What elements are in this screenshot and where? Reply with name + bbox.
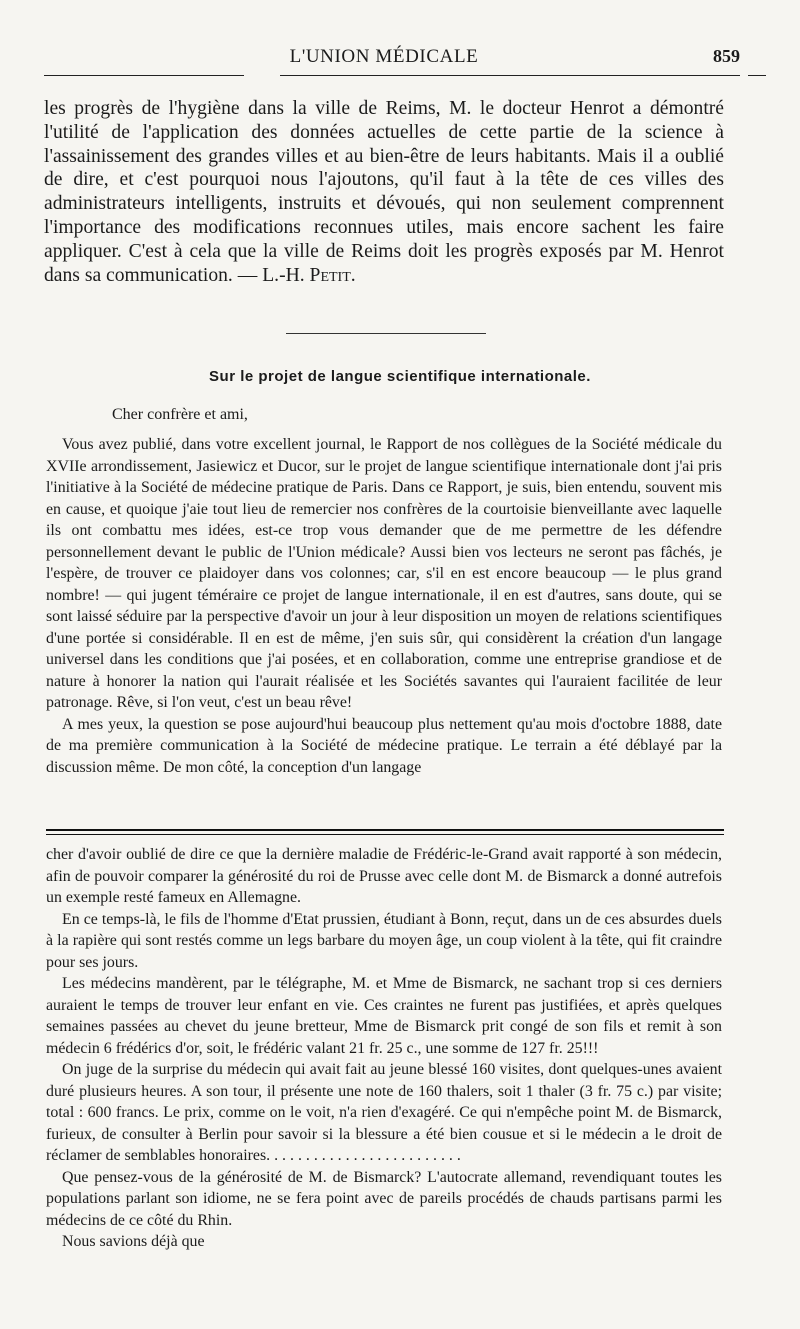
signature: L.-H. Petit. [262, 264, 356, 286]
header-rule [748, 75, 766, 76]
footnote-separator [46, 834, 724, 835]
article-paragraph: Vous avez publié, dans votre excellent journal, le Rapport de nos collègues de la Société médicale du XVIIe arrondissement, Jasiewicz et Ducor, sur le projet de langue scientifique internationale dont j'ai pris l'initiative à la Société de médecine pratique de Paris. Dans ce Rapport, je suis, bien entendu, souvent mis en cause, et quoique j'aie tout lieu de remercier nos confrères de la courtoisie bienveillante avec laquelle ils ont combattu mes idées, est-ce trop vous demander que de me permettre de les défendre personnellement devant le public de l'Union médicale? Aussi bien vos lecteurs ne seront pas fâchés, je l'espère, de trouver ce plaidoyer dans vos colonnes; car, s'il en est encore beaucoup — le plus grand nombre! — qui jugent téméraire ce projet de langue internationale, il en est d'autres, sans doute, qui se sont laissé séduire par la perspective d'avoir un jour à leur disposition un moyen de relations scientifiques d'une portée si considérable. Il en est de même, j'en suis sûr, qui considèrent la création d'un langage universel dans les conditions que j'ai posées, et en collaboration, comme une entreprise grandiose et de nature à honorer la nation qui l'aurait réalisée et les Sociétés savantes qui l'auraient facilitée de leur patronage. Rêve, si l'on veut, c'est un beau rêve! [46, 436, 722, 711]
header-rule [280, 75, 740, 76]
header-rule [44, 75, 244, 76]
journal-title: L'UNION MÉDICALE [289, 46, 479, 67]
footnote-paragraph: Que pensez-vous de la générosité de M. de Bismarck? L'autocrate allemand, revendiquant toutes les populations parlant son idiome, ne se fera point avec de pareils procédés de chauds partisans parmi les médecins de ce côté du Rhin. [46, 1168, 722, 1229]
footnote-separator [46, 829, 724, 831]
lead-paragraph [44, 97, 724, 287]
footnote-paragraph: Les médecins mandèrent, par le télégraphe, M. et Mme de Bismarck, ne sachant trop si ces derniers auraient le temps de trouver leur enfant en vie. Ces craintes ne furent pas justifiées, et après quelques semaines passées au chevet du jeune bretteur, Mme de Bismarck prit congé de son fils et remit à son médecin 6 frédérics d'or, soit, le frédéric valant 21 fr. 25 c., une somme de 127 fr. 25!!! [46, 975, 722, 1057]
footnote-body [46, 844, 722, 1253]
footnote-paragraph: En ce temps-là, le fils de l'homme d'Etat prussien, étudiant à Bonn, reçut, dans un de ces absurdes duels à la rapière qui sont restés comme un legs barbare du moyen âge, un coup violent à la tête, qui fit craindre pour ses jours. [46, 910, 722, 971]
running-header [44, 46, 740, 76]
article-title: Sur le projet de langue scientifique internationale. [209, 368, 591, 385]
page-number: 859 [713, 46, 740, 66]
article-body [46, 434, 722, 778]
section-divider [286, 333, 486, 334]
lead-text: les progrès de l'hygiène dans la ville de Reims, M. le docteur Henrot a démontré l'utilité de l'application des données actuelles de cette partie de la science à l'assainissement des grandes villes et au bien-être de leurs habitants. Mais il a oublié de dire, et c'est pourquoi nous l'ajoutons, qu'il faut à la tête de ces villes des administrateurs intelligents, instruits et dévoués, qui non seulement comprennent l'importance des modifications reconnues utiles, mais encore sachent les faire appliquer. C'est à cela que la ville de Reims doit les progrès exposés par M. Henrot dans sa communication. — [44, 98, 724, 286]
footnote-paragraph: Nous savions déjà que [62, 1233, 205, 1250]
footnote-paragraph: On juge de la surprise du médecin qui avait fait au jeune blessé 160 visites, dont quelques-unes avaient duré plusieurs heures. A son tour, il présente une note de 160 thalers, soit 1 thaler (3 fr. 75 c.) par visite; total : 600 francs. Le prix, comme on le voit, n'a rien d'exagéré. Ce qui n'empêche point M. de Bismarck, furieux, de consulter à Berlin pour savoir si la blessure a été bien cousue et si le médecin a le droit de réclamer de semblables honoraires. . . . . . . . . . . . . . . . . . . . . . . . . [46, 1061, 722, 1164]
article-paragraph: A mes yeux, la question se pose aujourd'hui beaucoup plus nettement qu'au mois d'octobre 1888, date de ma première communication à la Société de médecine pratique. Le terrain a été déblayé par la discussion même. De mon côté, la conception d'un langage [46, 715, 722, 776]
salutation: Cher confrère et ami, [112, 406, 248, 423]
footnote-paragraph: cher d'avoir oublié de dire ce que la dernière maladie de Frédéric-le-Grand avait rapporté à son médecin, afin de pouvoir comparer la générosité du roi de Prusse avec celle dont M. de Bismarck a donné autrefois un exemple resté fameux en Allemagne. [46, 846, 722, 906]
